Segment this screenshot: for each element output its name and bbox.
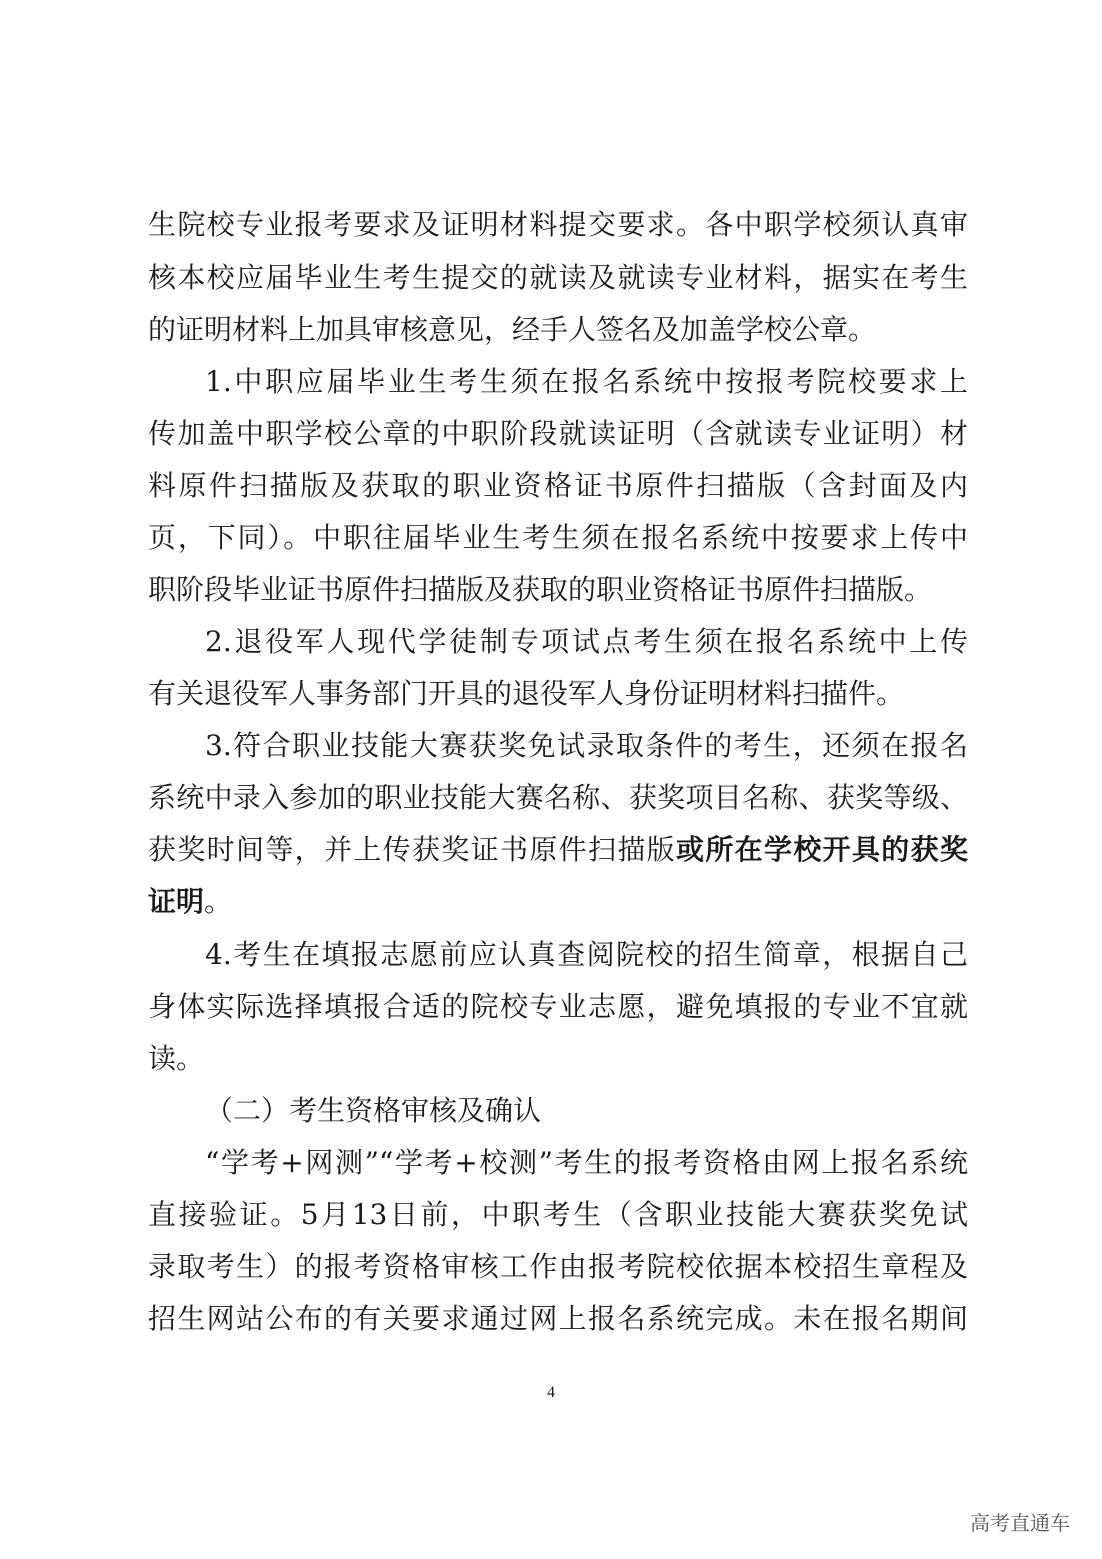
paragraph-line: 传加盖中职学校公章的中职阶段就读证明（含就读专业证明）材 bbox=[148, 417, 968, 450]
bold-text: 或所在学校开具的获奖 bbox=[675, 833, 968, 866]
paragraph-line-mixed bbox=[148, 885, 968, 918]
paragraph-line: 职阶段毕业证书原件扫描版及获取的职业资格证书原件扫描版。 bbox=[148, 573, 933, 606]
paragraph-line: “学考+网测”“学考+校测”考生的报考资格由网上报名系统 bbox=[205, 1146, 968, 1179]
regular-text: 。 bbox=[204, 885, 233, 918]
paragraph-line: 页，下同）。中职往届毕业生考生须在报名系统中按要求上传中 bbox=[148, 521, 968, 554]
page-number: 4 bbox=[547, 1384, 555, 1401]
paragraph-line: 读。 bbox=[148, 1042, 205, 1075]
paragraph-line: 招生网站公布的有关要求通过网上报名系统完成。未在报名期间 bbox=[148, 1302, 968, 1335]
bold-text: 证明 bbox=[148, 885, 205, 918]
paragraph-line: 料原件扫描版及获取的职业资格证书原件扫描版（含封面及内 bbox=[148, 469, 968, 502]
regular-text: 获奖时间等，并上传获奖证书原件扫描版 bbox=[148, 833, 676, 866]
paragraph-line: 录取考生）的报考资格审核工作由报考院校依据本校招生章程及 bbox=[148, 1250, 968, 1283]
watermark-logo: 高考直通车 bbox=[970, 1511, 1070, 1535]
section-heading: （二）考生资格审核及确认 bbox=[205, 1094, 542, 1127]
paragraph-line: 身体实际选择填报合适的院校专业志愿，避免填报的专业不宜就 bbox=[148, 990, 968, 1023]
paragraph-line: 系统中录入参加的职业技能大赛名称、获奖项目名称、获奖等级、 bbox=[148, 781, 968, 814]
paragraph-line: 生院校专业报考要求及证明材料提交要求。各中职学校须认真审 bbox=[148, 208, 968, 241]
list-item-3-line: 3.符合职业技能大赛获奖免试录取条件的考生，还须在报名 bbox=[205, 729, 968, 762]
paragraph-line: 有关退役军人事务部门开具的退役军人身份证明材料扫描件。 bbox=[148, 677, 905, 710]
paragraph-line: 的证明材料上加具审核意见，经手人签名及加盖学校公章。 bbox=[148, 313, 877, 346]
list-item-1-line: 1.中职应届毕业生考生须在报名系统中按报考院校要求上 bbox=[205, 365, 968, 398]
paragraph-line: 核本校应届毕业生考生提交的就读及就读专业材料，据实在考生 bbox=[148, 261, 968, 294]
list-item-2-line: 2.退役军人现代学徒制专项试点考生须在报名系统中上传 bbox=[205, 625, 968, 658]
list-item-4-line: 4.考生在填报志愿前应认真查阅院校的招生简章，根据自己 bbox=[205, 938, 968, 971]
paragraph-line-mixed bbox=[148, 833, 968, 866]
paragraph-line: 直接验证。5月13日前，中职考生（含职业技能大赛获奖免试 bbox=[148, 1198, 968, 1231]
